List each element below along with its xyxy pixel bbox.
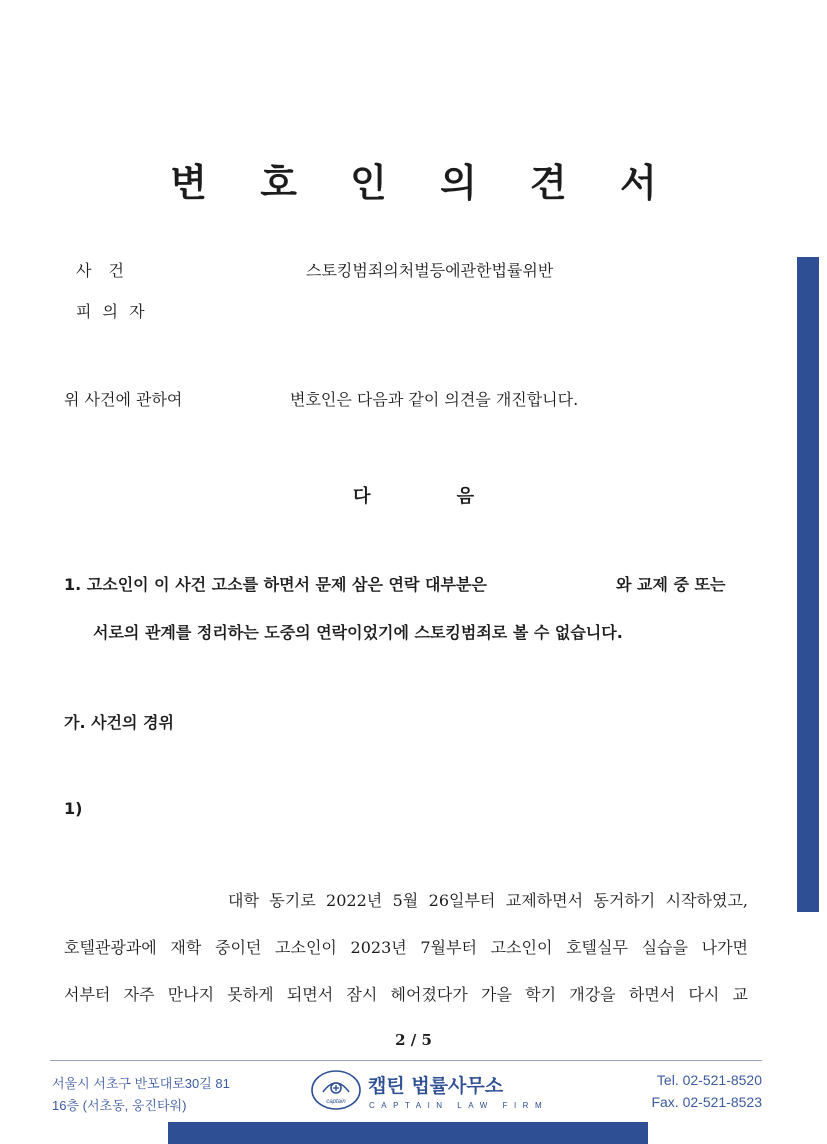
subsection-title: 가. 사건의 경위: [64, 713, 174, 732]
paragraph-line-1: 대학 동기로 2022년 5월 26일부터 교제하면서 동거하기 시작하였고,: [228, 891, 748, 910]
section-heading: 다 음: [352, 486, 515, 507]
intro-left-text: 위 사건에 관하여: [64, 390, 183, 409]
firm-logo-icon: [310, 1068, 362, 1112]
section1-line1-part2: 와 교제 중 또는: [616, 575, 726, 594]
case-value: 스토킹범죄의처벌등에관한법률위반: [306, 261, 554, 280]
logo-text: captain: [326, 1099, 346, 1105]
footer-address-line2: 16층 (서초동, 웅진타워): [52, 1098, 187, 1113]
firm-name-ko: 캡틴 법률사무소: [368, 1075, 504, 1097]
bottom-accent-bar: [168, 1122, 648, 1144]
footer-fax: Fax. 02-521-8523: [651, 1094, 762, 1110]
paragraph-line-2: 호텔관광과에 재학 중이던 고소인이 2023년 7월부터 고소인이 호텔실무 실습을 나가면: [64, 938, 748, 957]
intro-right-text: 변호인은 다음과 같이 의견을 개진합니다.: [290, 390, 579, 409]
page-number: 2 / 5: [395, 1031, 432, 1049]
case-label: 사 건: [76, 261, 130, 280]
paragraph-line-3: 서부터 자주 만나지 못하게 되면서 잠시 헤어졌다가 가을 학기 개강을 하면서 다시 교: [64, 985, 748, 1004]
document-title: 변 호 인 의 견 서: [170, 161, 677, 205]
footer-divider: [50, 1060, 762, 1061]
item-number: 1): [64, 799, 83, 818]
section1-line1-part1: 1. 고소인이 이 사건 고소를 하면서 문제 삼은 연락 대부분은: [64, 575, 487, 594]
section1-line2: 서로의 관계를 정리하는 도중의 연락이었기에 스토킹범죄로 볼 수 없습니다.: [93, 623, 623, 642]
firm-name-en: CAPTAIN LAW FIRM: [369, 1101, 549, 1110]
footer-tel: Tel. 02-521-8520: [656, 1072, 762, 1088]
side-accent-bar: [797, 257, 819, 912]
suspect-label: 피 의 자: [76, 302, 148, 321]
footer-address-line1: 서울시 서초구 반포대로30길 81: [52, 1076, 230, 1091]
